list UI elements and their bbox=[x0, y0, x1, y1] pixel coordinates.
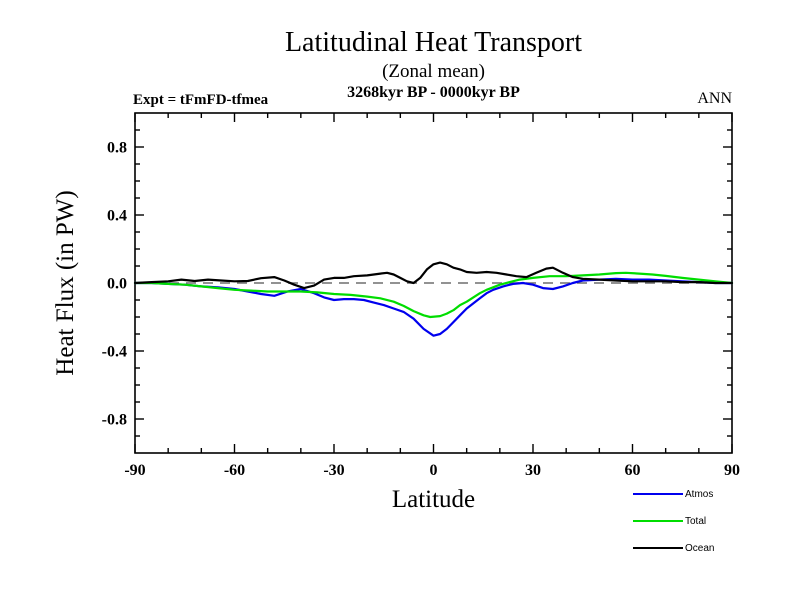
x-tick-label: 30 bbox=[525, 462, 541, 479]
x-tick-label: 0 bbox=[429, 462, 438, 479]
chart-subtitle: (Zonal mean) bbox=[382, 61, 485, 82]
legend-line-total bbox=[633, 520, 683, 522]
x-axis-title: Latitude bbox=[391, 486, 476, 513]
season-label: ANN bbox=[697, 90, 732, 107]
legend-item-atmos bbox=[633, 487, 714, 501]
x-tick-label: 60 bbox=[624, 462, 641, 479]
legend-item-ocean bbox=[633, 541, 714, 555]
chart-title: Latitudinal Heat Transport bbox=[284, 27, 583, 58]
series-line-ocean bbox=[135, 263, 732, 289]
x-tick-label: -30 bbox=[323, 462, 345, 479]
legend-item-total bbox=[633, 514, 714, 528]
legend-line-ocean bbox=[633, 547, 683, 549]
y-tick-label: -0.8 bbox=[101, 411, 127, 429]
legend-label-total: Total bbox=[685, 515, 707, 527]
x-tick-label: -60 bbox=[223, 462, 246, 479]
experiment-label: Expt = tFmFD-tfmea bbox=[133, 92, 269, 108]
legend-label-ocean: Ocean bbox=[685, 542, 715, 554]
y-tick-label: 0.0 bbox=[107, 275, 127, 293]
legend-line-atmos bbox=[633, 493, 683, 495]
x-tick-label: 90 bbox=[724, 462, 740, 479]
chart-period-label: 3268kyr BP - 0000kyr BP bbox=[347, 84, 520, 101]
y-tick-label: -0.4 bbox=[101, 343, 127, 361]
legend bbox=[633, 487, 714, 568]
legend-label-atmos: Atmos bbox=[685, 488, 714, 500]
y-tick-label: 0.8 bbox=[107, 139, 127, 157]
series-line-atmos bbox=[135, 279, 732, 336]
x-tick-label: -90 bbox=[124, 462, 146, 479]
y-axis-title: Heat Flux (in PW) bbox=[52, 190, 79, 376]
y-tick-label: 0.4 bbox=[107, 207, 127, 225]
